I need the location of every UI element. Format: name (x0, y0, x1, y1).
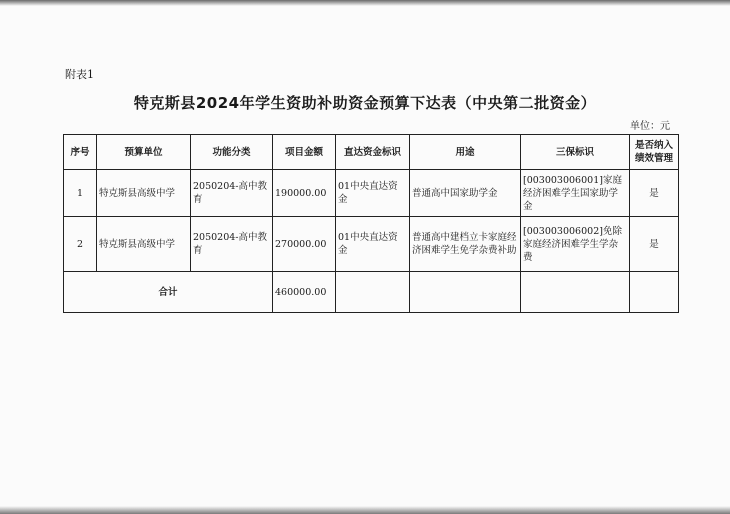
cell-three-guarantee: [003003006002]免除家庭经济困难学生学杂费 (521, 217, 630, 272)
cell-seq: 2 (64, 217, 97, 272)
cell-direct-fund-mark: 01中央直达资金 (336, 170, 410, 217)
cell-empty (410, 272, 521, 313)
attachment-label: 附表1 (65, 68, 94, 81)
cell-purpose: 普通高中国家助学金 (410, 170, 521, 217)
cell-empty (521, 272, 630, 313)
cell-budget-unit: 特克斯县高级中学 (97, 170, 191, 217)
cell-budget-unit: 特克斯县高级中学 (97, 217, 191, 272)
table-total-row (64, 272, 679, 313)
header-seq: 序号 (64, 135, 97, 170)
cell-function-class: 2050204-高中教育 (191, 217, 273, 272)
cell-seq: 1 (64, 170, 97, 217)
header-direct-fund-mark: 直达资金标识 (336, 135, 410, 170)
cell-purpose: 普通高中建档立卡家庭经济困难学生免学杂费补助 (410, 217, 521, 272)
cell-direct-fund-mark: 01中央直达资金 (336, 217, 410, 272)
cell-three-guarantee: [003003006001]家庭经济困难学生国家助学金 (521, 170, 630, 217)
header-budget-unit: 预算单位 (97, 135, 191, 170)
header-amount: 项目金额 (273, 135, 336, 170)
document-title: 特克斯县2024年学生资助补助资金预算下达表（中央第二批资金） (133, 94, 597, 112)
header-performance-mgmt: 是否纳入绩效管理 (630, 135, 679, 170)
header-three-guarantee: 三保标识 (521, 135, 630, 170)
header-purpose: 用途 (410, 135, 521, 170)
table-row (64, 217, 679, 272)
cell-function-class: 2050204-高中教育 (191, 170, 273, 217)
table-row (64, 170, 679, 217)
total-label: 合计 (64, 272, 273, 313)
header-function-class: 功能分类 (191, 135, 273, 170)
cell-empty (336, 272, 410, 313)
cell-amount: 270000.00 (273, 217, 336, 272)
scan-edge-top (0, 0, 730, 6)
cell-performance-mgmt: 是 (630, 170, 679, 217)
cell-empty (630, 272, 679, 313)
cell-performance-mgmt: 是 (630, 217, 679, 272)
scan-edge-bottom (0, 506, 730, 514)
table-header-row (64, 135, 679, 170)
total-amount: 460000.00 (273, 272, 336, 313)
cell-amount: 190000.00 (273, 170, 336, 217)
unit-label: 单位：元 (630, 121, 670, 132)
budget-table (63, 134, 679, 313)
